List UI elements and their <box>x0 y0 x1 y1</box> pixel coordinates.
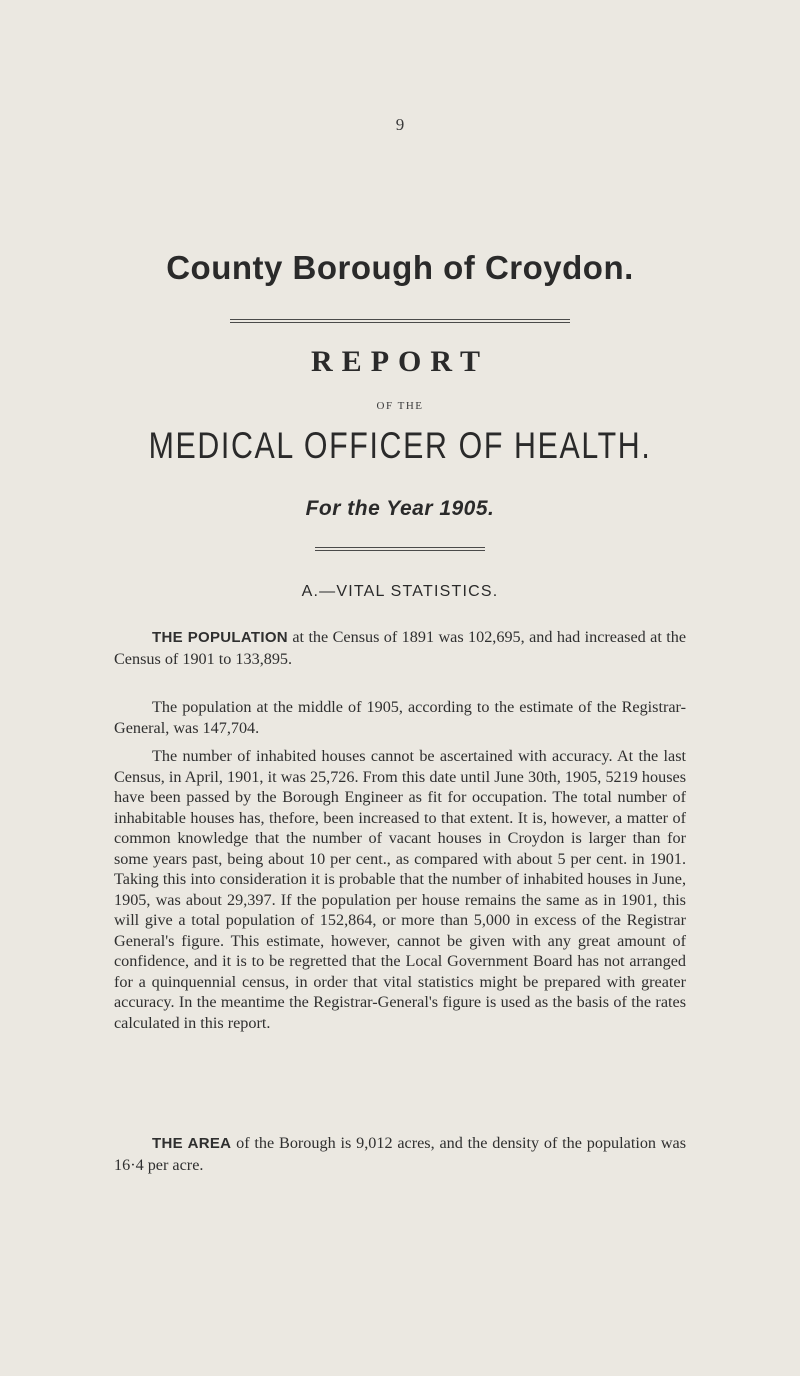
divider-rule <box>230 319 570 323</box>
document-title: County Borough of Croydon. <box>166 249 634 286</box>
page-number: 9 <box>395 115 405 134</box>
midyear-paragraph <box>114 697 686 738</box>
area-paragraph <box>114 1133 686 1175</box>
population-paragraph <box>114 627 686 669</box>
of-the-label: OF THE <box>376 400 424 412</box>
paragraph-lead: THE POPULATION <box>152 629 288 646</box>
divider-rule <box>315 547 485 551</box>
report-heading: REPORT <box>311 345 489 378</box>
section-heading: A.—VITAL STATISTICS. <box>301 583 499 600</box>
paragraph-text: The number of inhabited houses cannot be ascertained with accuracy. At the last Census, in April, 1901, it was 25,726. From this date until June 30th, 1905, 5219 houses have been passed by the Borough Engineer as fit for occupation. The total number of inhabitable houses has, thefore, been increased to that extent. It is, however, a matter of common knowledge that the number of vacant houses in Croydon is larger than for some years past, being about 10 per cent., as compared with about 5 per cent. in 1901. Taking this into consideration it is probable that the number of inhabited houses in June, 1905, was about 29,397. If the population per house remains the same as in 1901, this will give a total population of 152,864, or more than 5,000 in excess of the Registrar General's figure. This estimate, however, cannot be given with any great amount of confidence, and it is to be regretted that the Local Government Board has not arranged for a quinquennial census, in order that vital statistics might be prepared with greater accuracy. In the meantime the Registrar-General's figure is used as the basis of the rates calculated in this report. <box>114 747 686 1032</box>
medical-officer-heading: MEDICAL OFFICER OF HEALTH. <box>148 425 652 466</box>
paragraph-lead: THE AREA <box>152 1135 232 1152</box>
houses-paragraph <box>114 746 686 1033</box>
paragraph-text: of the Borough is 9,012 acres, and the density of the population was 16·4 per acre. <box>114 1134 686 1174</box>
year-line: For the Year 1905. <box>305 497 495 520</box>
paragraph-text: The population at the middle of 1905, according to the estimate of the Registrar-General, was 147,704. <box>114 698 686 737</box>
paragraph-text: at the Census of 1891 was 102,695, and had increased at the Census of 1901 to 133,895. <box>114 628 687 668</box>
